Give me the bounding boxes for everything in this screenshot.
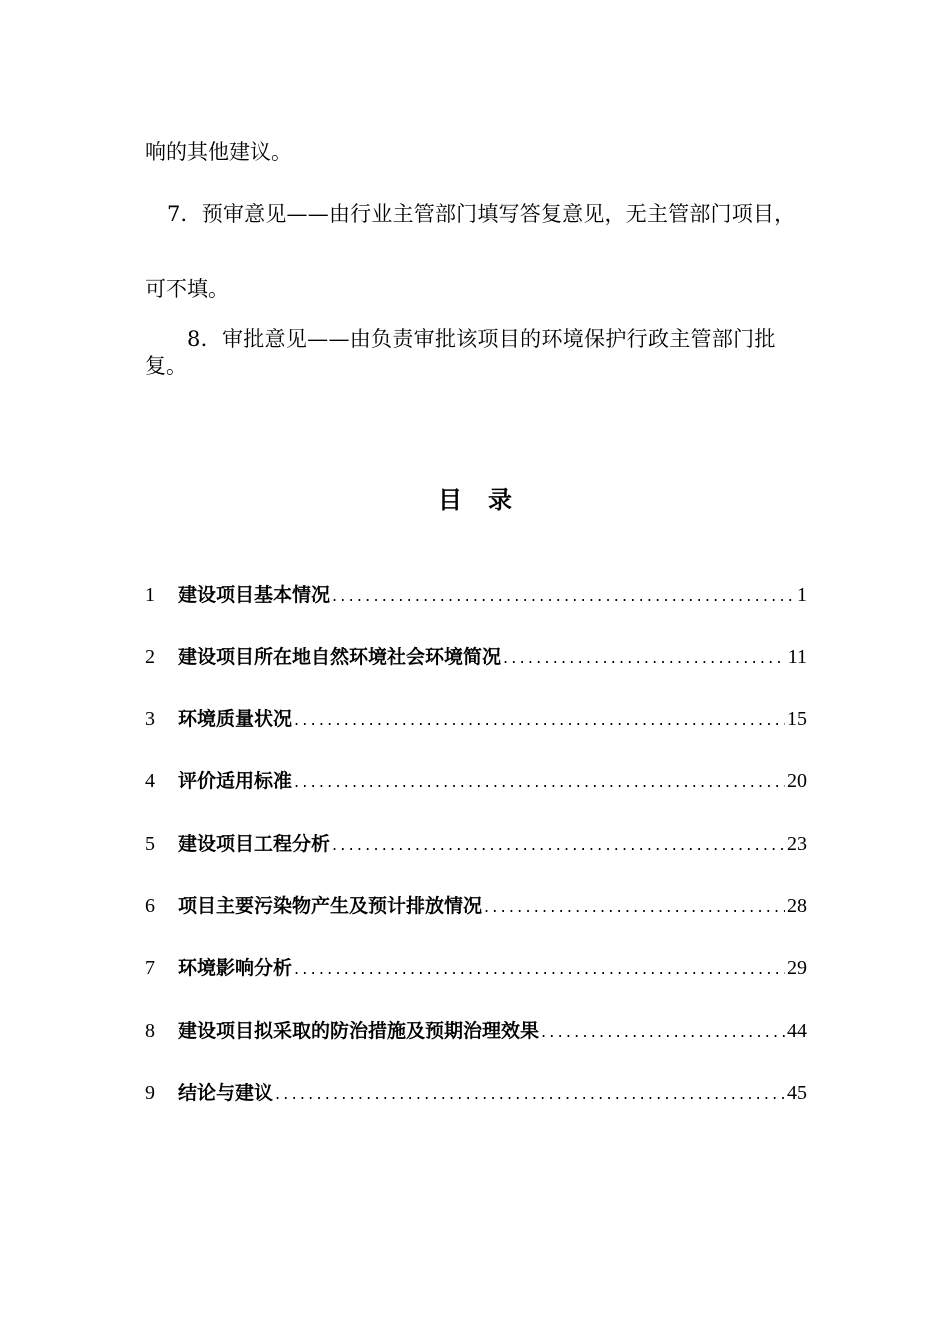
- toc-entry-page: 44: [787, 1020, 807, 1042]
- toc-entry[interactable]: [145, 581, 807, 609]
- toc-entry-title: 环境影响分析: [178, 957, 293, 979]
- toc-entry-title: 环境质量状况: [178, 708, 293, 730]
- toc-entry-page: 20: [787, 770, 807, 792]
- toc-entry[interactable]: [145, 705, 807, 733]
- toc-entry-page: 28: [787, 895, 807, 917]
- toc-entry-page: 23: [787, 833, 807, 855]
- paragraph-item-7-continuation: 可不填。: [145, 277, 229, 301]
- paragraph-item-8-continuation: 复。: [145, 354, 187, 378]
- toc-dot-leader: [503, 644, 786, 672]
- paragraph-item-8: 8．审批意见——由负责审批该项目的环境保护行政主管部门批: [187, 327, 776, 351]
- toc-entry-number: 3: [145, 708, 155, 730]
- toc-entry[interactable]: [145, 1079, 807, 1107]
- toc-dot-leader: [541, 1018, 785, 1046]
- toc-entry[interactable]: [145, 892, 807, 920]
- toc-entry-number: 7: [145, 957, 155, 979]
- toc-entry[interactable]: [145, 767, 807, 795]
- paragraph-item-7: 7．预审意见——由行业主管部门填写答复意见，无主管部门项目，: [167, 202, 796, 226]
- toc-entry-number: 8: [145, 1020, 155, 1042]
- toc-entry-title: 建设项目工程分析: [178, 833, 331, 855]
- toc-dot-leader: [484, 893, 785, 921]
- toc-entry-title: 项目主要污染物产生及预计排放情况: [178, 895, 483, 917]
- toc-entry[interactable]: [145, 830, 807, 858]
- toc-entry-number: 1: [145, 584, 155, 606]
- toc-dot-leader: [294, 955, 785, 983]
- toc-entry-title: 评价适用标准: [178, 770, 293, 792]
- toc-entry-page: 1: [797, 584, 807, 606]
- toc-entry-number: 6: [145, 895, 155, 917]
- toc-dot-leader: [294, 706, 785, 734]
- toc-dot-leader: [332, 582, 795, 610]
- toc-title: 目录: [438, 486, 538, 514]
- toc-entry[interactable]: [145, 1017, 807, 1045]
- toc-entry-title: 建设项目基本情况: [178, 584, 331, 606]
- toc-entry-number: 4: [145, 770, 155, 792]
- toc-entry-title: 结论与建议: [178, 1082, 274, 1104]
- toc-entry-number: 9: [145, 1082, 155, 1104]
- toc-dot-leader: [294, 768, 785, 796]
- toc-entry[interactable]: [145, 643, 807, 671]
- toc-entry-page: 11: [787, 646, 807, 668]
- toc-entry-title: 建设项目拟采取的防治措施及预期治理效果: [178, 1020, 540, 1042]
- toc-entry-page: 15: [787, 708, 807, 730]
- toc-dot-leader: [332, 831, 785, 859]
- toc-dot-leader: [275, 1080, 785, 1108]
- toc-entry-number: 2: [145, 646, 155, 668]
- toc-entry[interactable]: [145, 954, 807, 982]
- toc-entry-page: 29: [787, 957, 807, 979]
- toc-entry-number: 5: [145, 833, 155, 855]
- paragraph-continuation: 响的其他建议。: [145, 140, 292, 164]
- toc-entry-page: 45: [787, 1082, 807, 1104]
- toc-entry-title: 建设项目所在地自然环境社会环境简况: [178, 646, 502, 668]
